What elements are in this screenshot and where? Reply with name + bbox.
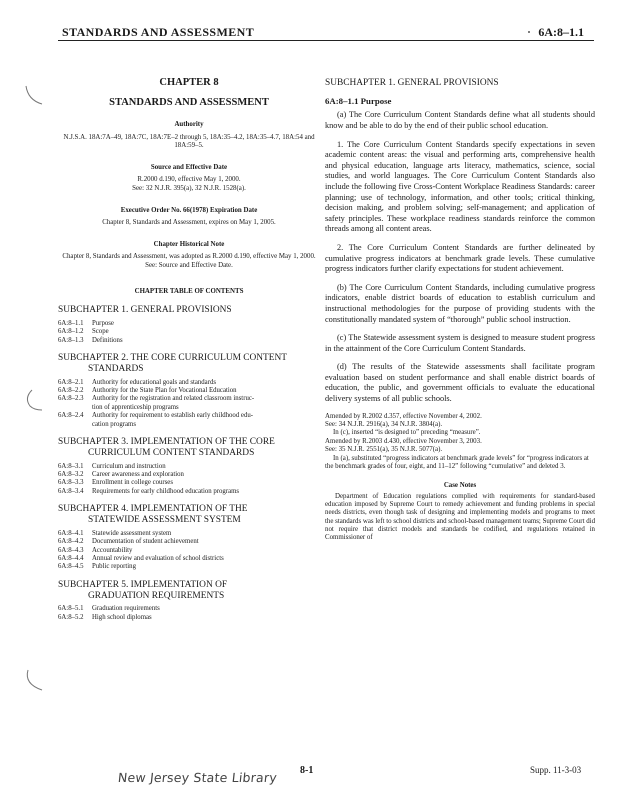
toc-entry [58, 538, 320, 546]
toc-entry [58, 379, 320, 387]
paragraph-a2: 2. The Core Curriculum Content Standards are further delineated by cumulative progress indicators at benchmark grade levels. These cumulative progress indicators further clarify expectations for student achievement. [325, 242, 595, 274]
amendment-line-4: Amended by R.2003 d.430, effective November 3, 2003. [325, 437, 482, 445]
toc-entry-number [58, 404, 92, 412]
toc-entry [58, 387, 320, 395]
amendment-notes [325, 413, 595, 472]
toc-entry [58, 563, 320, 571]
paragraph-b: (b) The Core Curriculum Content Standards, including cumulative progress indicators, enable district boards of education to establish curriculum and instructional methodologies for the purpose of providing students with the constitutionally mandated system of “thorough” public school instruction. [325, 282, 595, 324]
subchapter-heading: SUBCHAPTER 1. GENERAL PROVISIONS [325, 78, 499, 88]
left-column [58, 78, 320, 622]
toc-entry-title: Authority for the registration and related classroom instruc- [92, 395, 255, 403]
chapter-title: STANDARDS AND ASSESSMENT [109, 97, 269, 109]
toc-entry [58, 328, 320, 336]
chapter-number: CHAPTER 8 [159, 77, 219, 88]
toc-entry-title: Curriculum and instruction [92, 462, 166, 470]
toc-list-1 [58, 320, 320, 345]
running-header-section: 6A:8–1.1 [538, 25, 584, 39]
toc-entry [58, 395, 320, 403]
toc-title: CHAPTER TABLE OF CONTENTS [134, 287, 244, 295]
toc-subchapter-3 [58, 437, 320, 459]
toc-entry-number: 6A:8–4.2 [58, 538, 84, 546]
toc-list-4 [58, 530, 320, 572]
toc-subchapter-5 [58, 580, 320, 602]
paragraph-d: (d) The results of the Statewide assessments shall facilitate program evaluation based on student performance and shall enable district boards of education, the public, and government officials to evaluate the educational delivery systems of all public schools. [325, 362, 595, 404]
supplement-date: Supp. 11-3-03 [530, 765, 582, 775]
executive-order-heading: Executive Order No. 66(1978) Expiration Date [120, 207, 258, 214]
amendment-line-6: In (a), substituted “progress indicators at benchmark grade levels” for “progress indicators at the benchmark grades of four, eight, and 11–12” following “cumulative” and deleted 3. [325, 454, 589, 471]
toc-subchapter-5-title: SUBCHAPTER 5. IMPLEMENTATION OF [58, 579, 228, 590]
toc-subchapter-1-title: SUBCHAPTER 1. GENERAL PROVISIONS [58, 305, 232, 315]
punch-mark-middle [22, 388, 44, 414]
toc-entry-number: 6A:8–2.1 [58, 378, 84, 386]
toc-entry-title: Requirements for early childhood education programs [92, 487, 240, 495]
toc-subchapter-1 [58, 305, 320, 316]
toc-subchapter-3-title-cont: CURRICULUM CONTENT STANDARDS [88, 447, 255, 458]
toc-subchapter-4-title: SUBCHAPTER 4. IMPLEMENTATION OF THE [58, 504, 248, 515]
amendment-line-5: See: 35 N.J.R. 2551(a), 35 N.J.R. 5077(a). [325, 446, 443, 454]
toc-subchapter-2 [58, 353, 320, 375]
toc-entry [58, 421, 320, 429]
toc-subchapter-3-title: SUBCHAPTER 3. IMPLEMENTATION OF THE CORE [58, 437, 275, 448]
amendment-line-1: Amended by R.2002 d.357, effective November 4, 2002. [325, 412, 482, 420]
running-header-title: STANDARDS AND ASSESSMENT [62, 25, 255, 39]
toc-entry [58, 614, 320, 622]
toc-entry-title: Enrollment in college courses [92, 479, 173, 487]
toc-entry-title: Accountability [92, 546, 133, 554]
executive-order-body: Chapter 8, Standards and Assessment, expires on May 1, 2005. [102, 219, 276, 227]
toc-entry [58, 530, 320, 538]
paragraph-a: (a) The Core Curriculum Content Standards define what all students should know and be able to do by the end of their public school education. [325, 110, 595, 130]
toc-entry-title: Scope [92, 328, 109, 336]
header-rule [58, 40, 594, 41]
toc-entry-title: Purpose [92, 319, 114, 327]
historical-note-body: Chapter 8, Standards and Assessment, was adopted as R.2000 d.190, effective May 1, 2000. See: Source and Effective Date. [62, 253, 316, 269]
source-heading: Source and Effective Date [150, 164, 228, 172]
toc-entry-number: 6A:8–2.2 [58, 387, 84, 395]
right-column [325, 78, 595, 542]
toc-entry-title: Definitions [92, 336, 123, 344]
authority-body: N.J.S.A. 18A:7A–49, 18A:7C, 18A:7E–2 through 5, 18A:35–4.2, 18A:35–4.7, 18A:54 and 18A:59–5. [63, 133, 315, 150]
amendment-line-2: See: 34 N.J.R. 2916(a), 34 N.J.R. 3804(a). [325, 421, 443, 429]
toc-entry-number: 6A:8–5.1 [58, 605, 84, 613]
toc-entry-number: 6A:8–3.2 [58, 471, 84, 479]
toc-entry-title: Annual review and evaluation of school districts [92, 555, 224, 563]
toc-list-5 [58, 605, 320, 622]
toc-entry-title: tion of apprenticeship programs [92, 403, 179, 411]
toc-entry-number: 6A:8–3.1 [58, 462, 84, 470]
toc-subchapter-5-title-cont: GRADUATION REQUIREMENTS [88, 590, 225, 601]
toc-entry [58, 463, 320, 471]
toc-entry-title: Documentation of student achievement [92, 538, 199, 546]
toc-entry-number: 6A:8–4.4 [58, 555, 84, 563]
toc-entry-number: 6A:8–4.3 [58, 546, 84, 554]
punch-mark-bottom [22, 668, 44, 694]
library-stamp: New Jersey State Library [117, 770, 278, 785]
toc-entry-number: 6A:8–5.2 [58, 613, 84, 621]
toc-entry-title: Authority for educational goals and standards [92, 378, 217, 386]
toc-entry [58, 479, 320, 487]
toc-subchapter-2-title-cont: STANDARDS [88, 363, 144, 374]
toc-entry-number: 6A:8–4.1 [58, 529, 84, 537]
toc-subchapter-4 [58, 504, 320, 526]
case-notes-heading: Case Notes [443, 481, 477, 489]
toc-entry-number: 6A:8–1.1 [58, 319, 84, 327]
toc-entry-number: 6A:8–4.5 [58, 563, 84, 571]
toc-entry-number: 6A:8–1.3 [58, 336, 84, 344]
toc-entry-title: Authority for requirement to establish early childhood edu- [92, 412, 254, 420]
case-notes-body: Department of Education regulations complied with requirements for standard-based education imposed by Supreme Court to remedy achievement and funding problems in special needs districts, even though task of designing and implementing models and programs to meet the standards was left to school districts and school-based management teams; Supreme Court did not require that district models and standards be codified, and regulations retained in Commissioner of [325, 492, 596, 542]
source-body-1: R.2000 d.190, effective May 1, 2000. [137, 176, 241, 184]
toc-entry [58, 605, 320, 613]
toc-list-3 [58, 463, 320, 497]
toc-entry [58, 547, 320, 555]
page-number: 8-1 [300, 765, 314, 776]
paragraph-a1: 1. The Core Curriculum Content Standards specify expectations in seven academic content areas: the visual and performing arts, comprehensive health and physical education, language arts literacy, mathematics, science, social studies, and world languages. The Core Curriculum Content Standards also include the following five Cross-Content Workplace Readiness Standards: career planning; use of technology, information, and other tools; critical thinking, decision making, and problem solving; self-management; and application of safety principles. These workplace readiness standards reinforce the common threads among all content areas. [325, 139, 595, 234]
toc-entry-title: Public reporting [92, 563, 136, 571]
toc-entry-title: High school diplomas [92, 613, 152, 621]
source-body-2: See: 32 N.J.R. 395(a), 32 N.J.R. 1528(a). [132, 185, 246, 193]
toc-subchapter-4-title-cont: STATEWIDE ASSESSMENT SYSTEM [88, 515, 241, 526]
toc-entry-title: cation programs [92, 420, 136, 428]
toc-list-2 [58, 379, 320, 429]
toc-entry [58, 488, 320, 496]
toc-entry [58, 471, 320, 479]
toc-entry-number [58, 421, 92, 429]
amendment-line-3: In (c), inserted “is designed to” preceding “measure”. [333, 429, 481, 437]
section-heading: 6A:8–1.1 Purpose [325, 96, 392, 107]
toc-entry-title: Authority for the State Plan for Vocational Education [92, 387, 237, 395]
paragraph-c: (c) The Statewide assessment system is designed to measure student progress in the attainment of the Core Curriculum Content Standards. [325, 333, 595, 353]
toc-entry [58, 555, 320, 563]
authority-heading: Authority [174, 121, 204, 129]
speck [528, 31, 530, 33]
toc-entry-title: Graduation requirements [92, 605, 160, 613]
toc-subchapter-2-title: SUBCHAPTER 2. THE CORE CURRICULUM CONTENT [58, 353, 288, 364]
toc-entry [58, 337, 320, 345]
punch-mark-top [22, 82, 44, 108]
toc-entry-title: Career awareness and exploration [92, 471, 184, 479]
historical-note-heading: Chapter Historical Note [153, 241, 225, 248]
toc-entry-number: 6A:8–3.4 [58, 487, 84, 495]
toc-entry-number: 6A:8–2.4 [58, 412, 84, 420]
toc-entry [58, 320, 320, 328]
toc-entry [58, 412, 320, 420]
toc-entry-title: Statewide assessment system [92, 529, 172, 537]
toc-entry-number: 6A:8–2.3 [58, 395, 84, 403]
toc-entry-number: 6A:8–1.2 [58, 328, 84, 336]
toc-entry [58, 404, 320, 412]
toc-entry-number: 6A:8–3.3 [58, 479, 84, 487]
